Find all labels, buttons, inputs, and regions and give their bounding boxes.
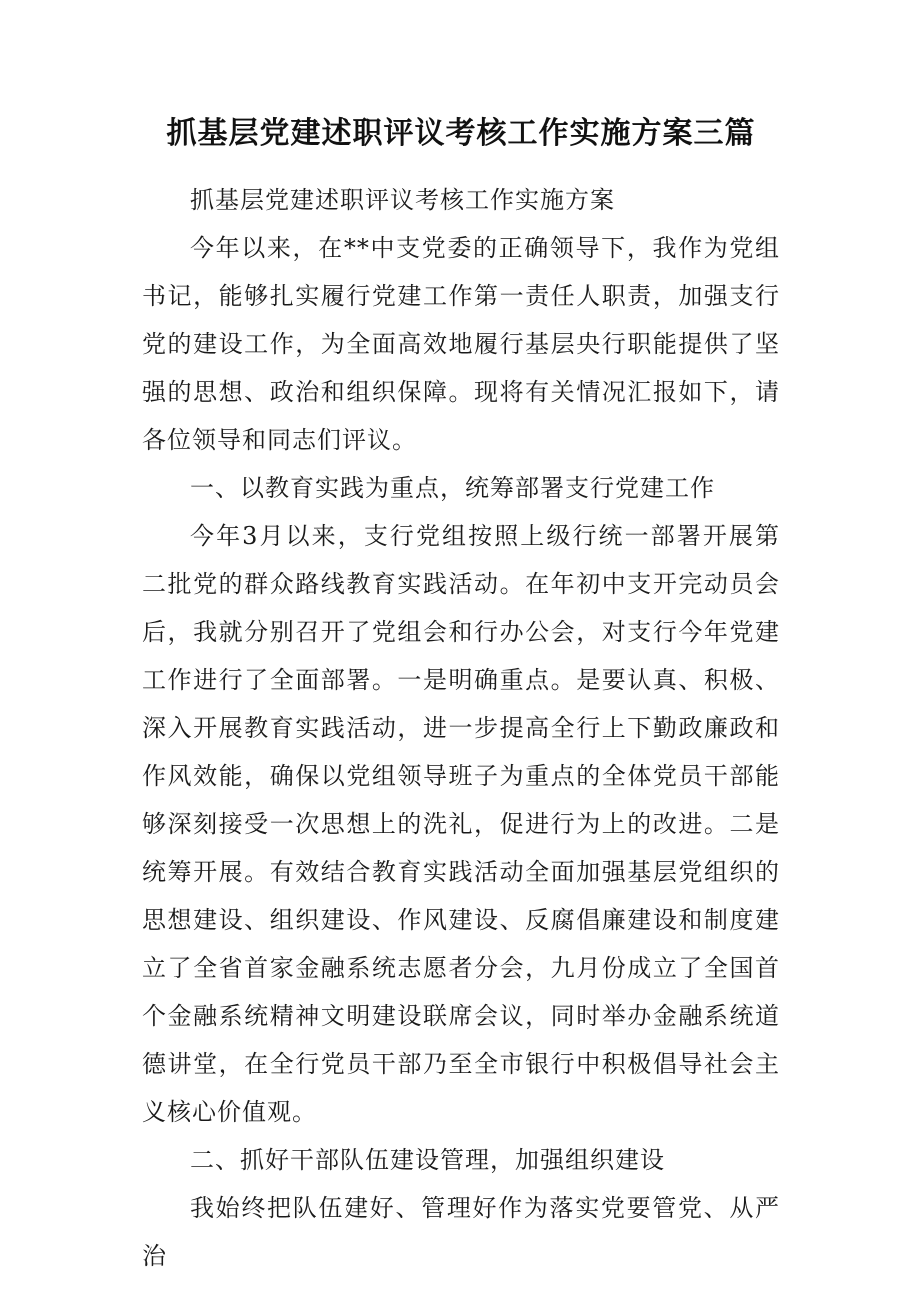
section-heading-1: 一、以教育实践为重点，统筹部署支行党建工作 — [190, 474, 715, 502]
intro-paragraph: 今年以来，在**中支党委的正确领导下，我作为党组书记，能够扎实履行党建工作第一责任人职责，加强支行党的建设工作，为全面高效地履行基层央行职能提供了坚强的思想、政治和组织保障。现将有关情况汇报如下，请各位领导和同志们评议。 — [142, 234, 780, 454]
section-2-paragraph: 我始终把队伍建好、管理好作为落实党要管党、从严治 — [142, 1194, 780, 1270]
section-heading-2: 二、抓好干部队伍建设管理，加强组织建设 — [190, 1146, 665, 1174]
document-title: 抓基层党建述职评议考核工作实施方案三篇 — [166, 116, 756, 151]
document-subtitle: 抓基层党建述职评议考核工作实施方案 — [190, 186, 615, 214]
section-1-paragraph: 今年3月以来，支行党组按照上级行统一部署开展第二批党的群众路线教育实践活动。在年初中支开完动员会后，我就分别召开了党组会和行办公会，对支行今年党建工作进行了全面部署。一是明确重点。是要认真、积极、深入开展教育实践活动，进一步提高全行上下勤政廉政和作风效能，确保以党组领导班子为重点的全体党员干部能够深刻接受一次思想上的洗礼，促进行为上的改进。二是统筹开展。有效结合教育实践活动全面加强基层党组织的思想建设、组织建设、作风建设、反腐倡廉建设和制度建立了全省首家金融系统志愿者分会，九月份成立了全国首个金融系统精神文明建设联席会议，同时举办金融系统道德讲堂，在全行党员干部乃至全市银行中积极倡导社会主义核心价值观。 — [142, 522, 780, 1126]
